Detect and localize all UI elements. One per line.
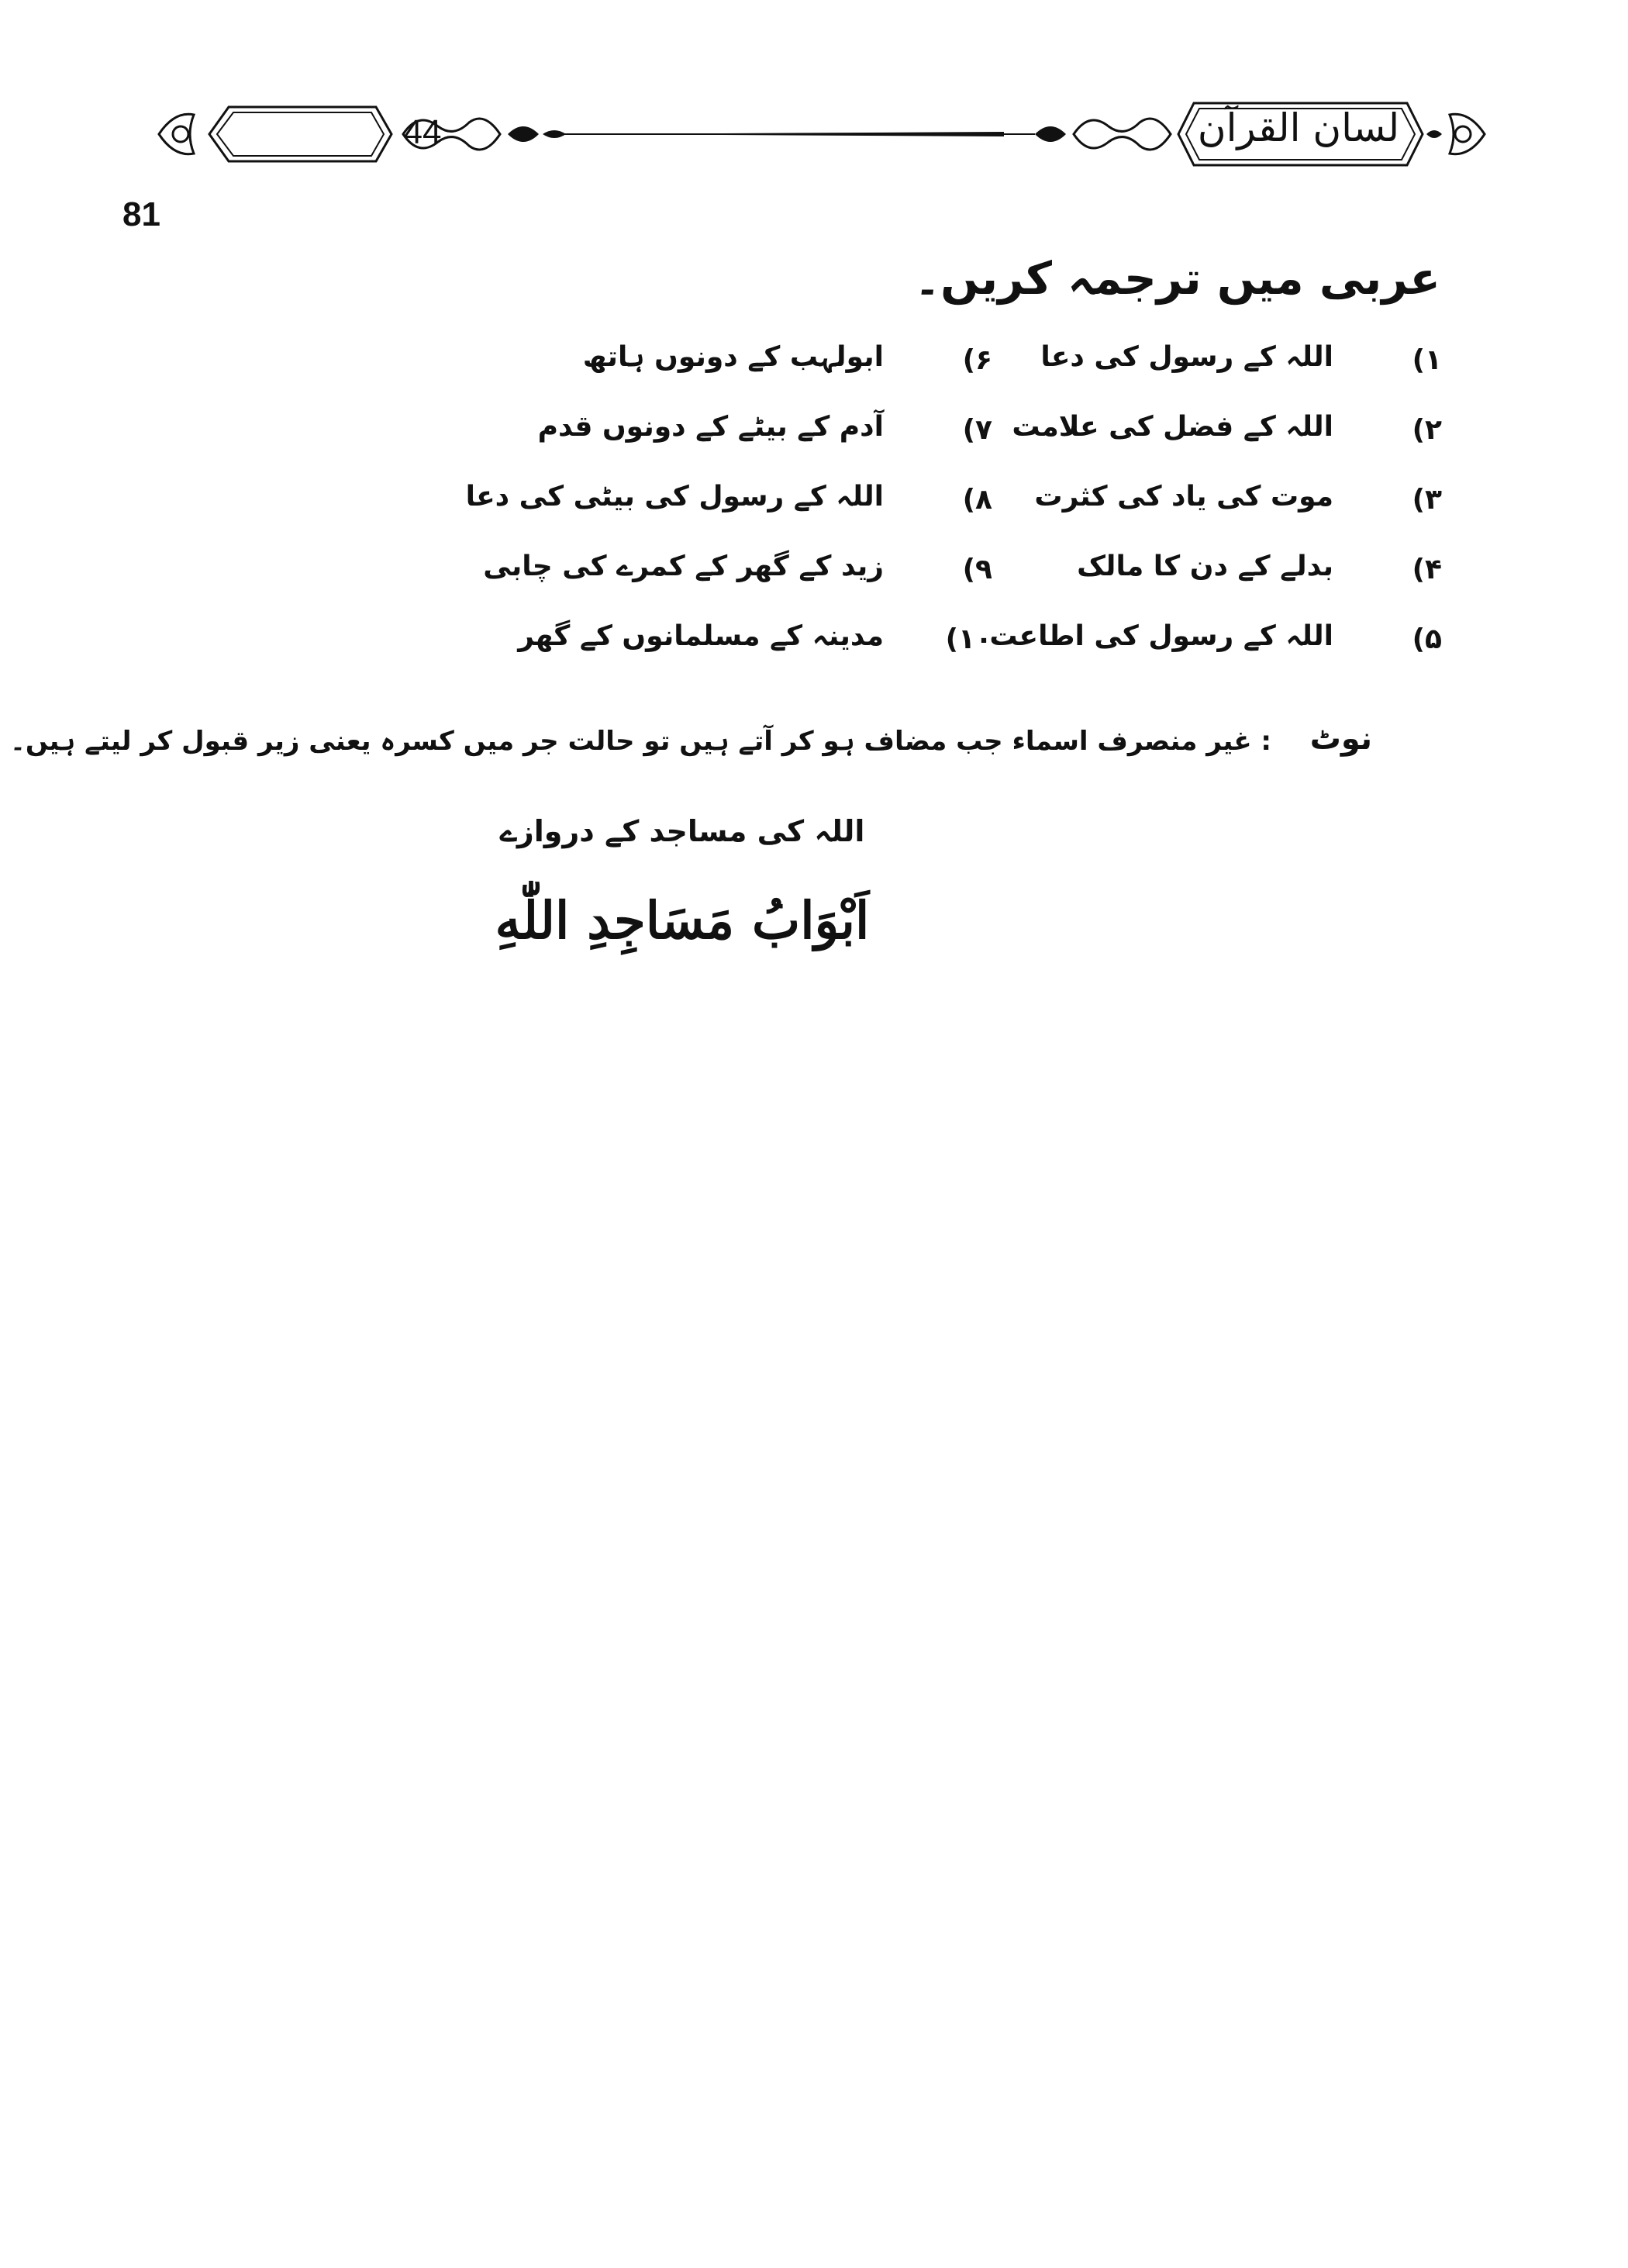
item-number: ۱) bbox=[1412, 344, 1442, 376]
item-number: ۸) bbox=[962, 484, 992, 516]
exercise-list bbox=[465, 340, 1442, 689]
note-label: نوٹ bbox=[1309, 721, 1372, 757]
item-number: ۱۰) bbox=[945, 623, 992, 655]
page-header bbox=[151, 91, 1492, 177]
example-arabic-phrase: اَبْوَابُ مَسَاجِدِ اللّٰهِ bbox=[495, 890, 870, 951]
item-text: اللہ کے رسول کی دعا bbox=[1040, 341, 1333, 373]
item-number: ۶) bbox=[962, 344, 992, 376]
book-title: لسان القرآن bbox=[1197, 105, 1400, 150]
item-number: ۲) bbox=[1412, 414, 1442, 446]
page-number: 44 bbox=[403, 113, 442, 151]
note-text: : غیر منصرف اسماء جب مضاف ہو کر آتے ہیں تو حالت جر میں کسرہ یعنی زیر قبول کر لیتے ہیں۔ bbox=[9, 726, 1271, 757]
exercise-row bbox=[465, 340, 1442, 409]
item-text: اللہ کے رسول کی بیٹی کی دعا bbox=[465, 481, 884, 513]
example-urdu-phrase: اللہ کی مساجد کے دروازے bbox=[499, 814, 865, 848]
exercise-heading: عربی میں ترجمہ کریں۔ bbox=[914, 252, 1440, 305]
item-number: ۵) bbox=[1412, 623, 1442, 655]
exercise-row bbox=[465, 619, 1442, 689]
item-number: ۷) bbox=[962, 414, 992, 446]
item-text: مدینہ کے مسلمانوں کے گھر bbox=[518, 620, 884, 652]
exercise-row bbox=[465, 409, 1442, 479]
item-text: زید کے گھر کے کمرے کی چابی bbox=[483, 551, 884, 582]
item-number: ۹) bbox=[962, 554, 992, 585]
item-text: آدم کے بیٹے کے دونوں قدم bbox=[537, 411, 884, 443]
item-number: ۴) bbox=[1412, 554, 1442, 585]
exercise-row bbox=[465, 479, 1442, 549]
item-number: ۳) bbox=[1412, 484, 1442, 516]
item-text: ابولہب کے دونوں ہاتھ bbox=[582, 341, 884, 373]
exercise-row bbox=[465, 549, 1442, 619]
item-text: اللہ کے فضل کی علامت bbox=[1012, 411, 1333, 443]
item-text: بدلے کے دن کا مالک bbox=[1077, 551, 1333, 582]
item-text: موت کی یاد کی کثرت bbox=[1034, 481, 1333, 513]
item-text: اللہ کے رسول کی اطاعت bbox=[989, 620, 1333, 652]
corner-page-number: 81 bbox=[122, 195, 160, 233]
